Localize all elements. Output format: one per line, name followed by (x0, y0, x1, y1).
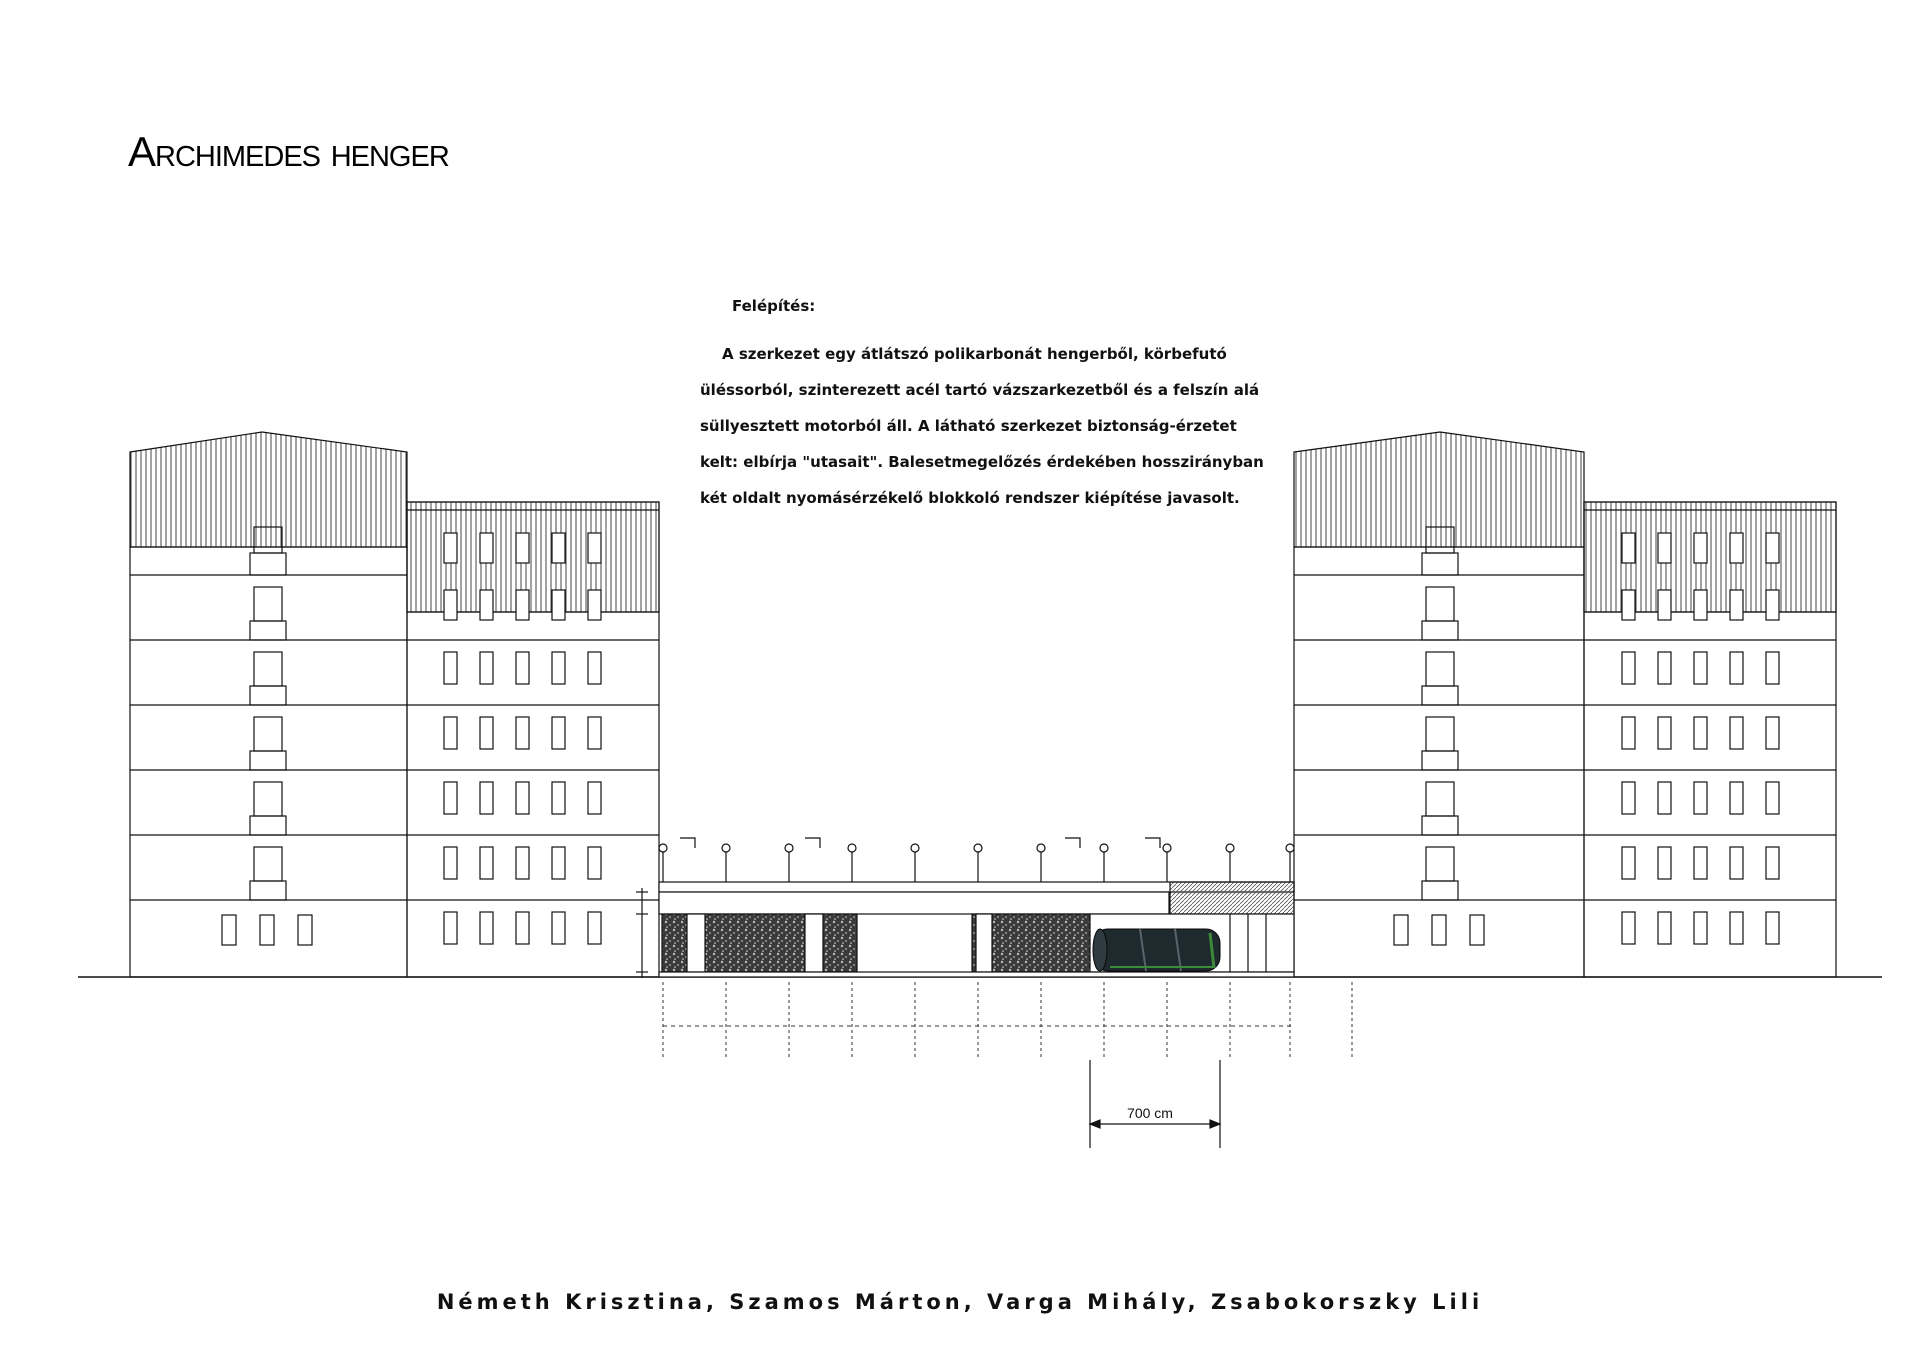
left-tall-roof (130, 432, 407, 547)
description-body: A szerkezet egy átlátszó polikarbonát hengerből, körbefutó üléssorból, szinterezett acél tartó vázszarkezetből és a felszín alá süllyesztett motorból áll. A látható szerkezet biztonság-érzetet kelt: elbírja "utasait". Balesetmegelőzés érdekében hosszirányban két oldalt nyomásérzékelő blokkoló rendszer kiépítése javasolt. (700, 345, 1264, 507)
archimedes-cylinder (1093, 929, 1220, 971)
description-heading: Felépítés: (732, 297, 816, 315)
grid-lines (663, 982, 1352, 1060)
lamp-posts (659, 838, 1294, 882)
authors-line: Németh Krisztina, Szamos Márton, Varga Mihály, Zsabokorszky Lili (436, 1290, 1484, 1314)
right-building (1294, 432, 1836, 977)
left-building (130, 432, 659, 977)
page-title: Archimedes henger (128, 128, 449, 175)
dimension-label: 700 cm (1127, 1105, 1173, 1121)
description-block (700, 288, 1280, 516)
dimension-700cm (1090, 1060, 1220, 1148)
right-tall-roof (1294, 432, 1584, 547)
